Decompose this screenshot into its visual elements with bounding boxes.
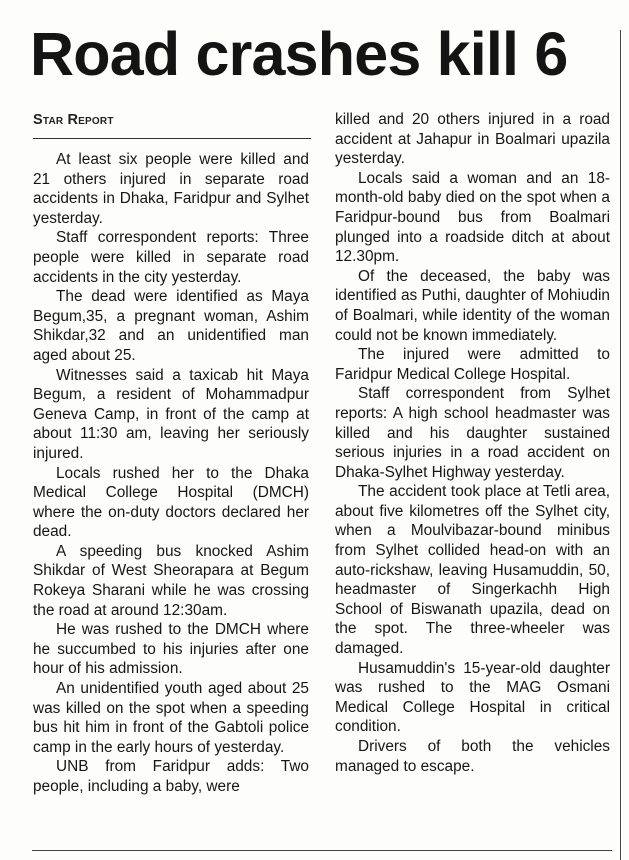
paragraph: Husamuddin's 15-year-old daughter was rushed to the MAG Osmani Medical College Hospital in critical condition. xyxy=(335,659,610,736)
paragraph: Witnesses said a taxicab hit Maya Begum, a resident of Mohammadpur Geneva Camp, in front of the camp at about 11:30 am, leaving her seriously injured. xyxy=(33,366,309,462)
paragraph: Drivers of both the vehicles managed to escape. xyxy=(335,738,610,775)
right-column xyxy=(335,110,610,776)
paragraph: At least six people were killed and 21 others injured in separate road accidents in Dhaka, Faridpur and Sylhet yesterday. xyxy=(33,151,309,227)
paragraph: Locals rushed her to the Dhaka Medical College Hospital (DMCH) where the on-duty doctors declared her dead. xyxy=(33,464,309,541)
paragraph: The dead were identified as Maya Begum,35, a pregnant woman, Ashim Shikdar,32 and an unidentified man aged about 25. xyxy=(33,288,309,364)
bottom-rule xyxy=(32,850,612,851)
paragraph: An unidentified youth aged about 25 was killed on the spot when a speeding bus hit him in front of the Gabtoli police camp in the early hours of yesterday. xyxy=(33,680,309,756)
paragraph: Staff correspondent from Sylhet reports: A high school headmaster was killed and his daughter sustained serious injuries in a road accident on Dhaka-Sylhet Highway yesterday. xyxy=(335,385,610,481)
paragraph: The injured were admitted to Faridpur Medical College Hospital. xyxy=(335,346,610,383)
headline: Road crashes kill 6 xyxy=(30,20,568,88)
byline-rule xyxy=(33,138,311,139)
byline: Star Report xyxy=(33,112,114,128)
paragraph: The accident took place at Tetli area, about five kilometres off the Sylhet city, when a Moulvibazar-bound minibus from Sylhet collided head-on with an auto-rickshaw, leaving Husamuddin, 50, headmaster of Singerkachh High School of Biswanath upazila, dead on the spot. The three-wheeler was damaged. xyxy=(335,483,610,658)
paragraph: He was rushed to the DMCH where he succumbed to his injuries after one hour of his admission. xyxy=(33,621,309,678)
paragraph: Staff correspondent reports: Three people were killed in separate road accidents in the city yesterday. xyxy=(33,229,309,286)
right-column-rule xyxy=(620,30,621,860)
paragraph: Locals said a woman and an 18-month-old baby died on the spot when a Faridpur-bound bus from Boalmari plunged into a roadside ditch at about 12.30pm. xyxy=(335,169,610,266)
paragraph-continuation: killed and 20 others injured in a road accident at Jahapur in Boalmari upazila yesterday. xyxy=(335,111,610,168)
paragraph: UNB from Faridpur adds: Two people, including a baby, were xyxy=(33,758,309,795)
paragraph: A speeding bus knocked Ashim Shikdar of West Sheorapara at Begum Rokeya Sharani while he was crossing the road at around 12:30am. xyxy=(33,542,309,619)
paragraph: Of the deceased, the baby was identified as Puthi, daughter of Mohiudin of Boalmari, while identity of the woman could not be known immediately. xyxy=(335,267,610,344)
left-column xyxy=(33,150,309,797)
